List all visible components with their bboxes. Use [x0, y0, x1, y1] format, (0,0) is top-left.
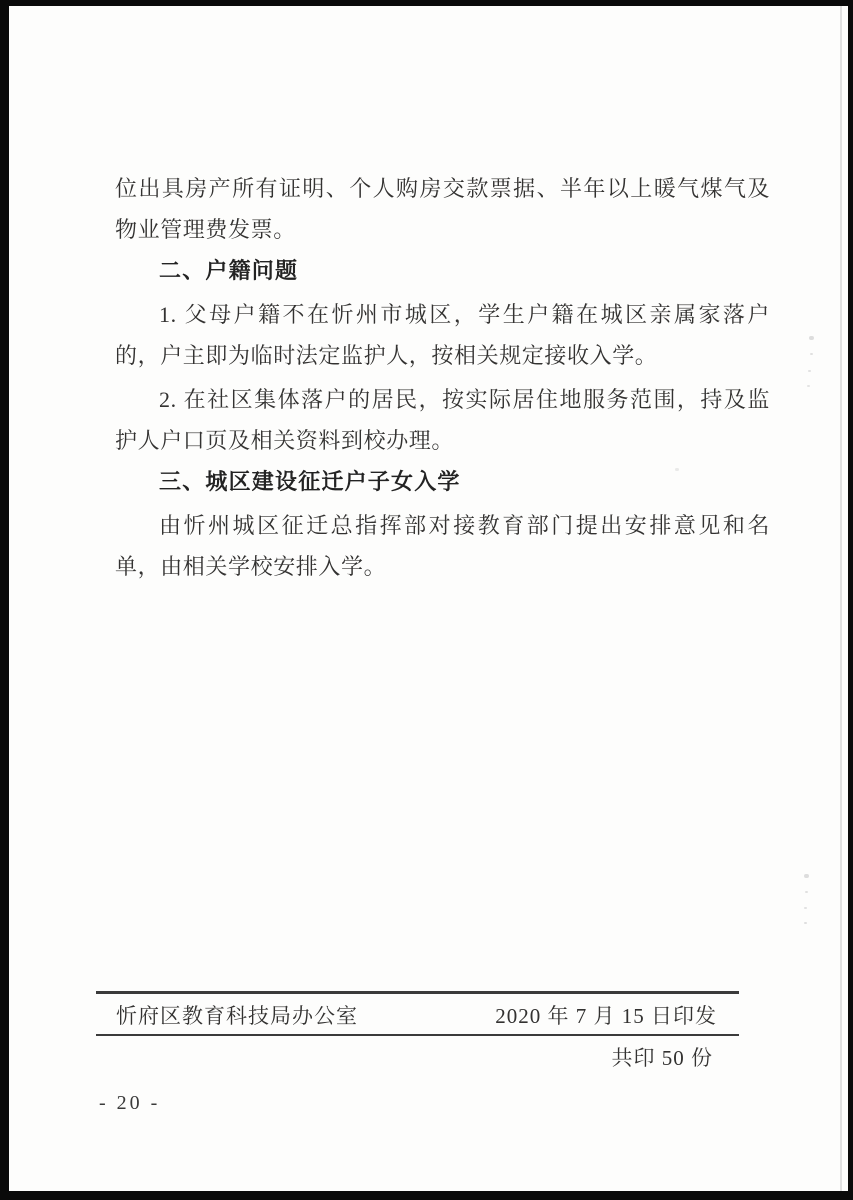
body-line: 的，户主即为临时法定监护人，按相关规定接收入学。: [115, 343, 658, 368]
section-heading: 二、户籍问题: [159, 258, 299, 283]
page-number: - 20 -: [99, 1092, 161, 1114]
scan-artifact: [809, 336, 814, 340]
print-date: 2020 年 7 月 15 日印发: [495, 1004, 717, 1028]
body-line: 2. 在社区集体落户的居民，按实际居住地服务范围，持及监: [159, 387, 770, 412]
footer-rule-top: [96, 991, 739, 994]
footer-rule-bottom: [96, 1034, 739, 1036]
print-copies: 共印 50 份: [611, 1046, 713, 1070]
body-line: 物业管理费发票。: [115, 217, 296, 242]
body-line: 由忻州城区征迁总指挥部对接教育部门提出安排意见和名: [159, 513, 770, 538]
footer-row: [96, 1000, 739, 1032]
section-heading: 三、城区建设征迁户子女入学: [159, 469, 461, 494]
body-line: 单，由相关学校安排入学。: [115, 554, 387, 579]
scan-artifact: [675, 468, 679, 471]
body-line: 护人户口页及相关资料到校办理。: [115, 428, 455, 453]
body-line: 1. 父母户籍不在忻州市城区，学生户籍在城区亲属家落户: [159, 302, 770, 327]
body-line: 位出具房产所有证明、个人购房交款票据、半年以上暖气煤气及: [115, 176, 770, 201]
document-body: [115, 168, 770, 587]
paper-edge-shadow: [840, 6, 842, 1191]
paper: [9, 6, 848, 1191]
scan-artifact: [804, 874, 809, 878]
issuing-office: 忻府区教育科技局办公室: [116, 1004, 358, 1028]
